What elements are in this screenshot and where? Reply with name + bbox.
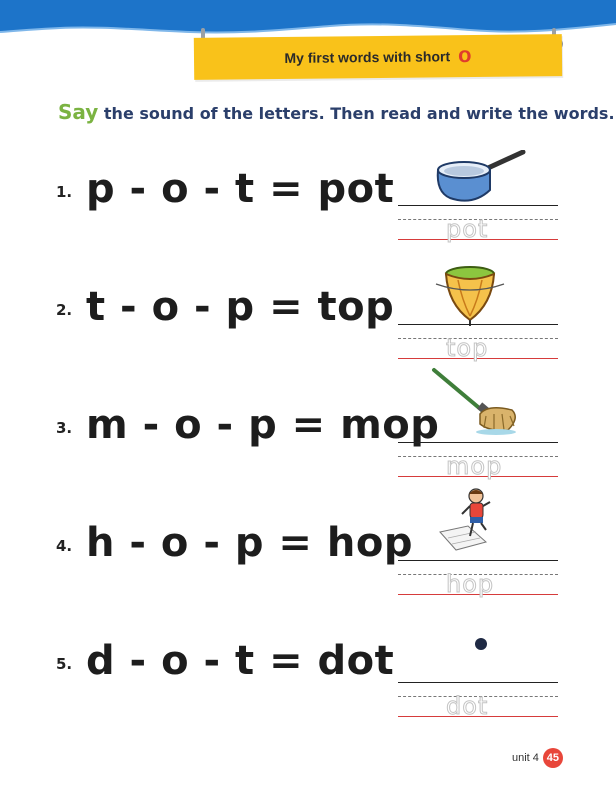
writing-lines — [398, 682, 558, 722]
title-banner — [194, 34, 562, 80]
trace-word: top — [446, 334, 489, 362]
exercise-equation: p - o - t = pot — [86, 166, 395, 212]
exercise-equation: h - o - p = hop — [86, 520, 413, 566]
exercise-row — [0, 266, 616, 376]
exercise-number: 1. — [56, 183, 73, 201]
exercise-equation: d - o - t = dot — [86, 638, 395, 684]
exercise-number: 3. — [56, 419, 73, 437]
spinning-top-icon — [428, 260, 528, 330]
exercise-equation: m - o - p = mop — [86, 402, 440, 448]
unit-label: unit 4 — [512, 752, 539, 764]
trace-word: mop — [446, 452, 503, 480]
writing-lines — [398, 442, 558, 482]
writing-lines — [398, 324, 558, 364]
exercise-row — [0, 502, 616, 612]
trace-word: pot — [446, 215, 489, 243]
exercise-row — [0, 150, 616, 260]
page-footer — [512, 748, 563, 768]
exercise-number: 2. — [56, 301, 73, 319]
instruction-say: Say — [58, 100, 99, 124]
exercise-number: 4. — [56, 537, 73, 555]
page-number: 45 — [543, 748, 563, 768]
instruction-text: the sound of the letters. Then read and write the words. — [103, 104, 615, 123]
trace-word: hop — [446, 570, 495, 598]
exercise-row — [0, 384, 616, 494]
exercise-equation: t - o - p = top — [86, 284, 395, 330]
writing-lines — [398, 560, 558, 600]
focus-letter: o — [457, 41, 472, 67]
hopping-boy-icon — [428, 486, 528, 556]
page-title: My first words with short — [284, 48, 451, 66]
trace-word: dot — [446, 692, 489, 720]
mop-icon — [428, 366, 528, 436]
exercise-number: 5. — [56, 655, 73, 673]
instruction — [58, 100, 615, 124]
dot-icon — [428, 620, 528, 690]
exercise-row — [0, 620, 616, 730]
writing-lines — [398, 205, 558, 245]
